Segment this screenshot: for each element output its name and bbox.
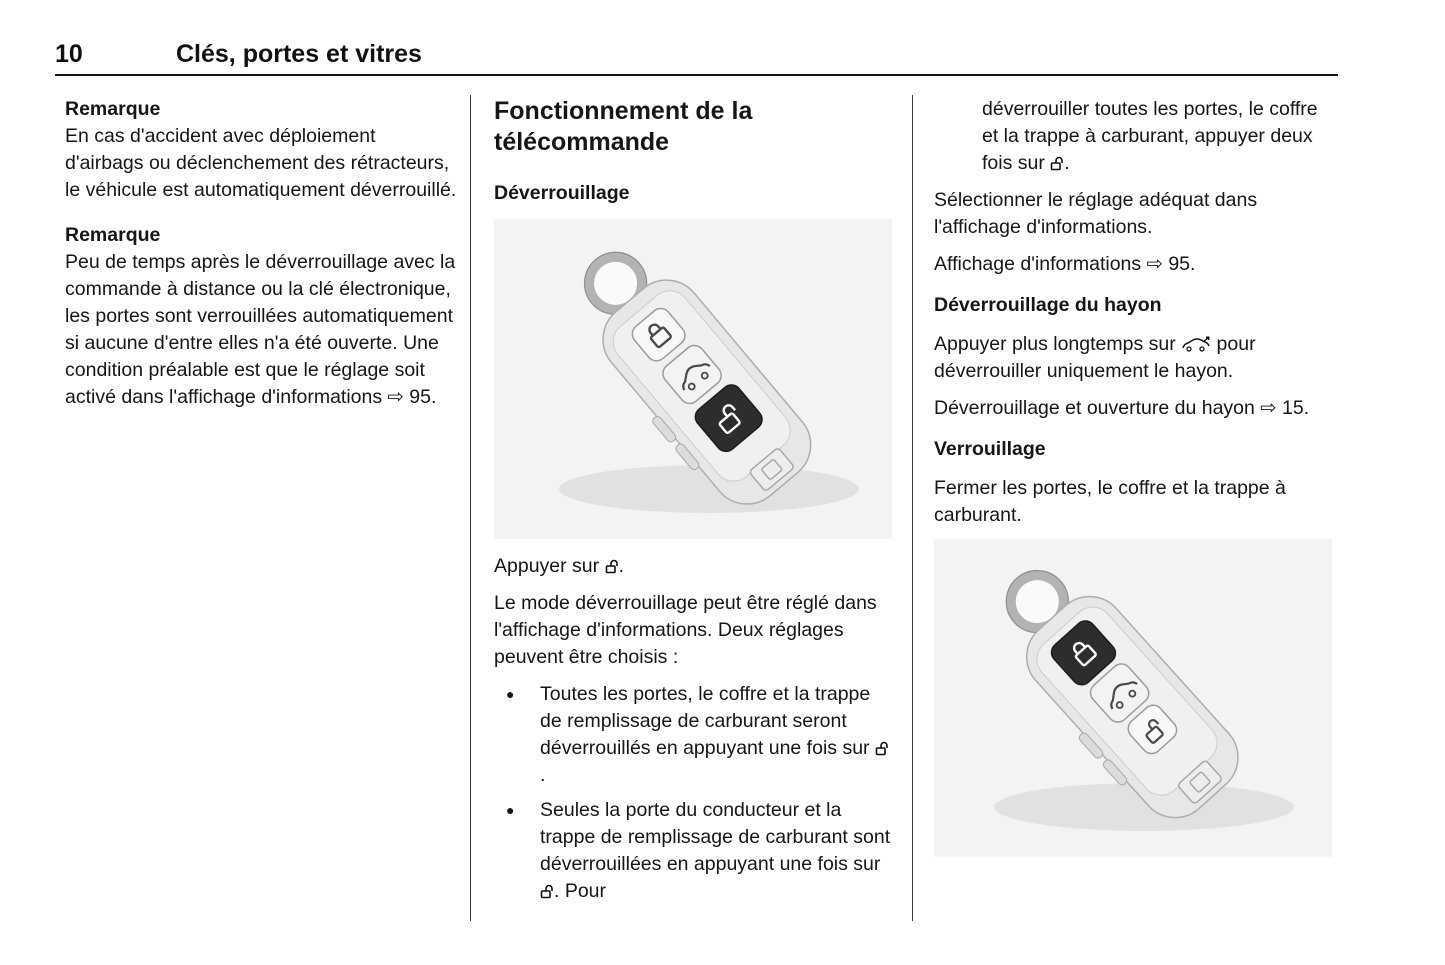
hayon-paragraph	[934, 331, 1332, 385]
press-text-end: .	[618, 555, 624, 577]
unlock-icon	[605, 559, 619, 574]
bullet-continuation	[934, 96, 1332, 177]
hayon-text-end: pour déverrouiller uniquement le hayon.	[934, 333, 1256, 382]
bullet-text-end: .	[540, 764, 546, 786]
bullet-text: Seules la porte du conducteur et la trappe de remplissage de carburant sont déverrouillées en appuyant une fois sur	[540, 799, 891, 875]
lock-paragraph: Fermer les portes, le coffre et la trappe à carburant.	[934, 477, 1286, 526]
remote-key-image	[494, 219, 892, 539]
select-paragraph: Sélectionner le réglage adéquat dans l'affichage d'informations.	[934, 189, 1258, 238]
column-divider	[912, 95, 913, 921]
unlock-icon	[1050, 156, 1064, 171]
unlock-options-list	[494, 681, 892, 905]
subsection-title: Déverrouillage	[494, 182, 630, 204]
info-reference: Affichage d'informations ⇨ 95.	[934, 253, 1196, 275]
section-title: Fonctionnement de la télécommande	[494, 97, 753, 156]
press-text: Appuyer sur	[494, 555, 605, 577]
unlock-icon	[875, 741, 889, 756]
subsection-title: Verrouillage	[934, 438, 1046, 460]
remote-key-lock-illustration	[934, 539, 1332, 857]
bullet-text: déverrouiller toutes les portes, le coffre et la trappe à carburant, appuyer deux fois sur	[982, 98, 1318, 174]
column-divider	[470, 95, 471, 921]
tailgate-open-icon	[1181, 335, 1211, 352]
bullet-text-end: .	[1064, 152, 1070, 174]
list-item	[494, 681, 892, 789]
list-item	[494, 797, 892, 905]
bullet-text-end: . Pour	[554, 880, 607, 902]
column-2	[494, 96, 892, 913]
note-title: Remarque	[65, 224, 161, 246]
column-3	[934, 96, 1332, 871]
bullet-text: Toutes les portes, le coffre et la trappe de remplissage de carburant seront déverrouillés en appuyant une fois sur	[540, 683, 875, 759]
column-1	[65, 96, 457, 429]
chapter-title: Clés, portes et vitres	[176, 40, 422, 68]
hayon-text: Appuyer plus longtemps sur	[934, 333, 1182, 355]
note-body: Peu de temps après le déverrouillage avec la commande à distance ou la clé électronique, les portes sont verrouillées automatiquement si aucune d'entre elles n'a été ouverte. Une condition préalable est que le réglage soit activé dans l'affichage d'informations ⇨ 95.	[65, 251, 456, 408]
note-body: En cas d'accident avec déploiement d'airbags ou déclenchement des rétracteurs, le véhicule est automatiquement déverrouillé.	[65, 125, 457, 201]
hayon-reference: Déverrouillage et ouverture du hayon ⇨ 15.	[934, 397, 1310, 419]
unlock-icon	[540, 884, 554, 899]
mode-paragraph: Le mode déverrouillage peut être réglé dans l'affichage d'informations. Deux réglages peuvent être choisis :	[494, 592, 877, 668]
page-number: 10	[55, 40, 83, 68]
remote-key-unlock-illustration	[494, 219, 892, 539]
press-instruction	[494, 553, 892, 580]
subsection-title: Déverrouillage du hayon	[934, 294, 1162, 316]
header-rule	[55, 74, 1338, 76]
note-title: Remarque	[65, 98, 161, 120]
remote-key-image	[934, 539, 1332, 857]
